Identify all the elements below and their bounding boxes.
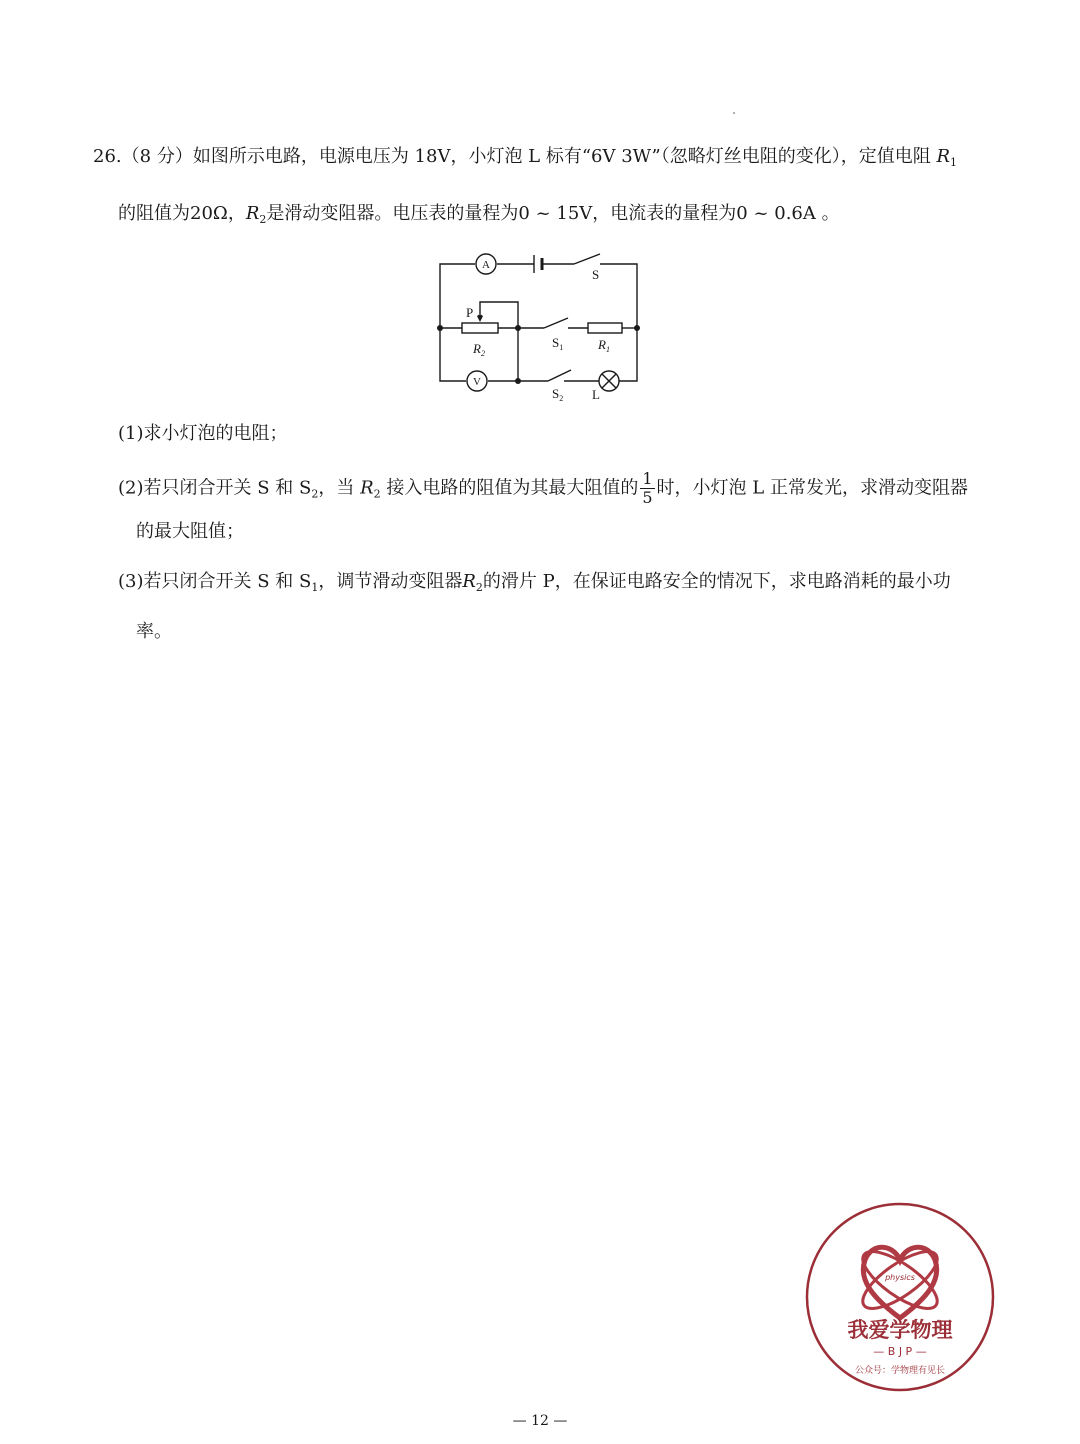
switch-s-label: S bbox=[592, 267, 600, 282]
circuit-diagram bbox=[428, 246, 650, 406]
question-number: 26. bbox=[93, 146, 122, 167]
question-line-1: 26.（8 分）如图所示电路，电源电压为 18V，小灯泡 L 标有“6V 3W”（忽略灯丝电阻的变化），定值电阻 $R_1$ bbox=[93, 146, 958, 169]
part-3-line-1: (3)若只闭合开关 S 和 $S_1$，调节滑动变阻器$R_2$的滑片 P，在保证电路安全的情况下，求电路消耗的最小功 bbox=[118, 571, 951, 594]
part-3-line-2: 率。 bbox=[136, 621, 172, 642]
part-2-line-2: 的最大阻值； bbox=[136, 521, 244, 542]
watermark-logo bbox=[803, 1200, 997, 1394]
part-2-line-1: (2)若只闭合开关 S 和 $S_2$，当 $R_2$ 接入电路的阻值为其最大阻值的 $\frac{1}{5}$ 时，小灯泡 L 正常发光，求滑动变阻器 bbox=[118, 469, 968, 507]
svg-text:physics: physics bbox=[885, 1273, 915, 1282]
logo-footer: 公众号：学物理有见长 bbox=[854, 1366, 946, 1376]
speck bbox=[733, 112, 735, 114]
lamp-l-label: L bbox=[592, 387, 600, 402]
page-number: — 12 — bbox=[512, 1413, 568, 1429]
part-1: (1)求小灯泡的电阻； bbox=[118, 423, 288, 444]
battery-symbol bbox=[534, 255, 542, 273]
r2-label: $R_2$ bbox=[473, 341, 485, 358]
ammeter-symbol bbox=[476, 254, 496, 274]
lamp-symbol bbox=[599, 371, 619, 391]
svg-text:V: V bbox=[473, 376, 481, 388]
switch-s1-label: $S_1$ bbox=[552, 335, 564, 352]
logo-subtitle: — B J P — bbox=[873, 1345, 927, 1358]
fraction-one-fifth: $\frac{1}{5}$ bbox=[642, 469, 653, 507]
question-score: （8 分） bbox=[121, 146, 193, 167]
slider-p-label: P bbox=[466, 305, 474, 320]
logo-title: 我爱学物理 bbox=[847, 1318, 953, 1342]
switch-s2-label: $S_2$ bbox=[552, 386, 564, 403]
voltmeter-symbol bbox=[467, 371, 487, 391]
svg-text:A: A bbox=[482, 259, 490, 271]
resistor-r1-symbol bbox=[588, 323, 622, 333]
question-line-2: 的阻值为20Ω，$R_2$是滑动变阻器。电压表的量程为0 ~ 15V，电流表的量程为0 ~ 0.6A 。 bbox=[118, 203, 840, 226]
r1-label: $R_1$ bbox=[598, 337, 610, 354]
